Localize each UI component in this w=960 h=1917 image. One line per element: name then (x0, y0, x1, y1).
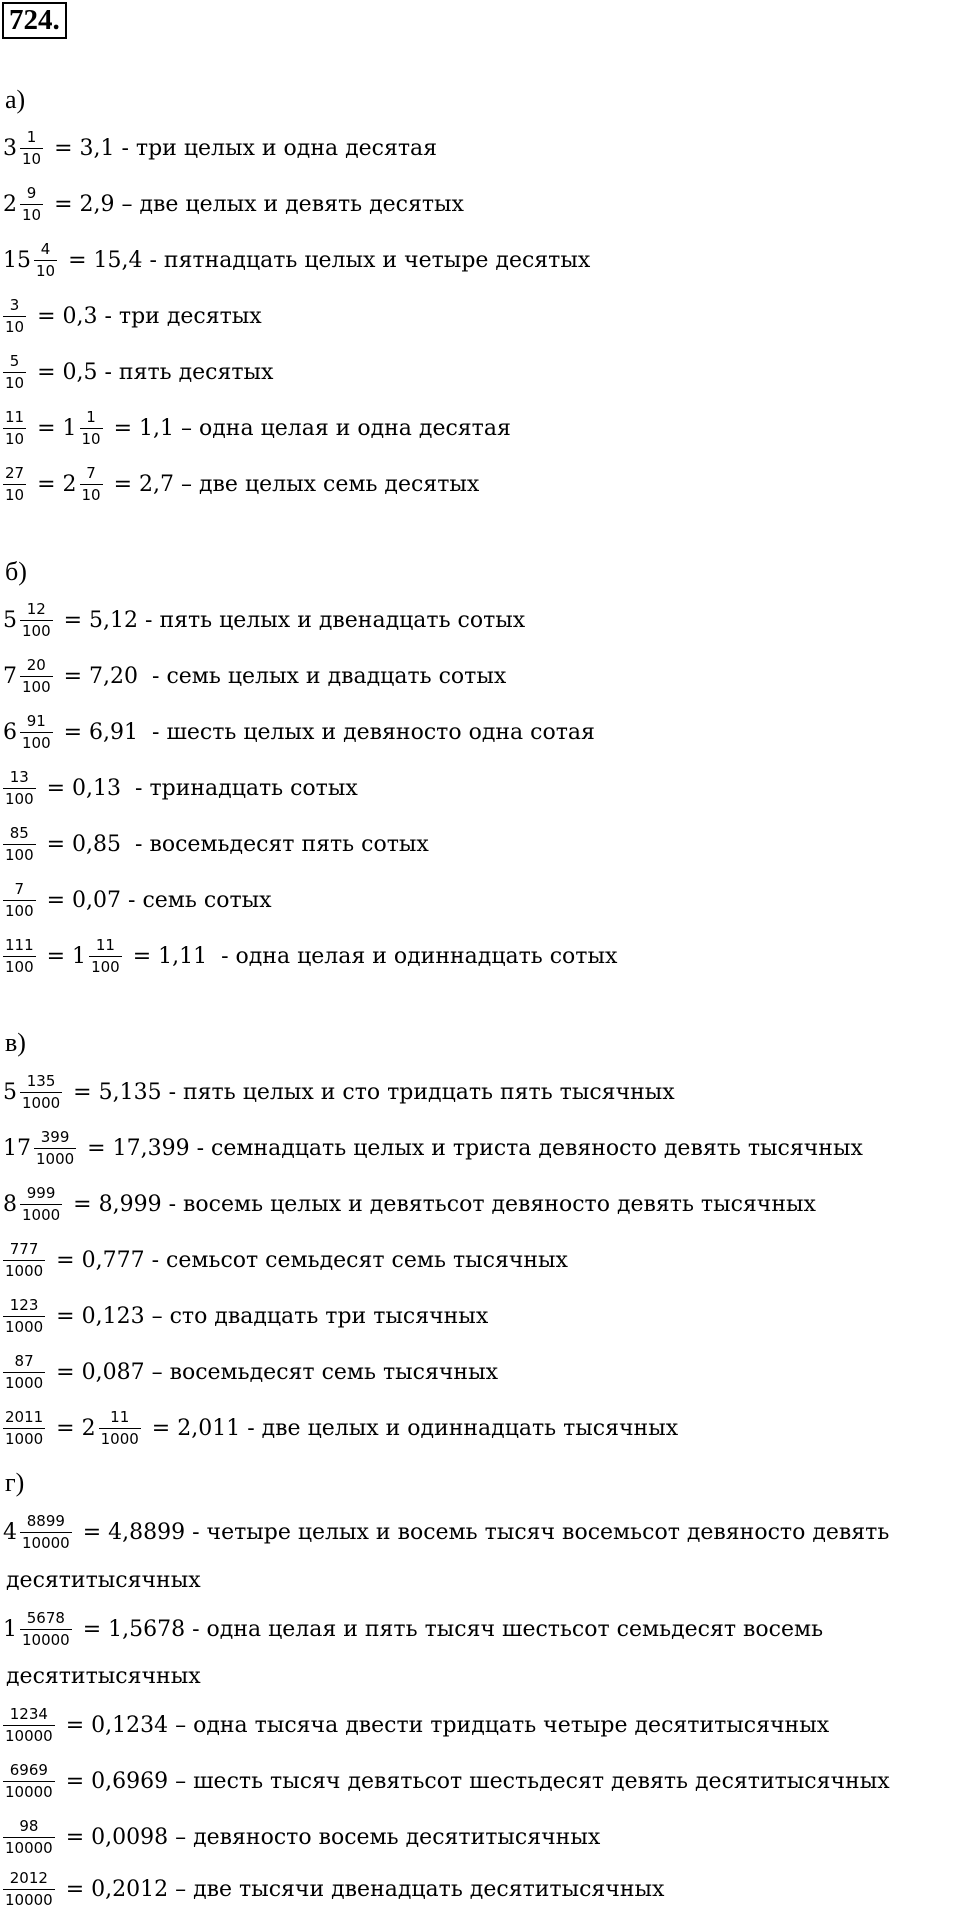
equation-line: $\frac{3}{10}$ = 0,3 - три десятых (5, 295, 262, 336)
equation-line: 1 $\frac{5678}{10000}$ = 1,5678 - одна целая и пять тысяч шестьсот семьдесят восемь (3, 1608, 824, 1649)
equation-line: $\frac{777}{1000}$ = 0,777 - семьсот семьдесят семь тысячных (5, 1239, 568, 1280)
fraction: $\frac{87}{1000}$ (5, 1351, 44, 1392)
fraction: $\frac{111}{100}$ (5, 935, 34, 976)
fraction: $\frac{27}{10}$ (5, 463, 25, 504)
equation-line: $\frac{6969}{10000}$ = 0,6969 – шесть тысяч девятьсот шестьдесят девять десятитысячных (5, 1760, 890, 1801)
fraction: $\frac{1}{10}$ (81, 407, 101, 448)
fraction: $\frac{2011}{1000}$ (5, 1407, 44, 1448)
equation-line: $\frac{27}{10}$ = 2 $\frac{7}{10}$ = 2,7 – две целых семь десятых (5, 463, 480, 504)
fraction: $\frac{85}{100}$ (5, 823, 34, 864)
fraction: $\frac{2012}{10000}$ (5, 1868, 53, 1909)
fraction: $\frac{20}{100}$ (22, 655, 51, 696)
equation-line: $\frac{98}{10000}$ = 0,0098 – девяносто восемь десятитысячных (5, 1816, 601, 1857)
equation-line: $\frac{1234}{10000}$ = 0,1234 – одна тысяча двести тридцать четыре десятитысячных (5, 1704, 830, 1745)
fraction: $\frac{1}{10}$ (22, 127, 42, 168)
fraction: $\frac{135}{1000}$ (22, 1071, 61, 1112)
section-label-a: а) (5, 85, 26, 114)
equation-line: 6 $\frac{91}{100}$ = 6,91 - шесть целых и девяносто одна сотая (3, 711, 595, 752)
equation-line: 15 $\frac{4}{10}$ = 15,4 - пятнадцать целых и четыре десятых (3, 239, 591, 280)
section-label-b: б) (5, 557, 27, 586)
equation-line: 3 $\frac{1}{10}$ = 3,1 - три целых и одна десятая (3, 127, 438, 168)
section-label-v: в) (5, 1028, 26, 1057)
equation-line: 5 $\frac{12}{100}$ = 5,12 - пять целых и двенадцать сотых (3, 599, 526, 640)
fraction: $\frac{999}{1000}$ (22, 1183, 61, 1224)
fraction: $\frac{12}{100}$ (22, 599, 51, 640)
line-continuation: десятитысячных (6, 1568, 201, 1593)
fraction: $\frac{399}{1000}$ (36, 1127, 75, 1168)
fraction: $\frac{5678}{10000}$ (22, 1608, 70, 1649)
equation-line: 7 $\frac{20}{100}$ = 7,20 - семь целых и двадцать сотых (3, 655, 507, 696)
fraction: $\frac{5}{10}$ (5, 351, 25, 392)
equation-line: $\frac{5}{10}$ = 0,5 - пять десятых (5, 351, 274, 392)
equation-line: $\frac{7}{100}$ = 0,07 - семь сотых (5, 879, 272, 920)
fraction: $\frac{777}{1000}$ (5, 1239, 44, 1280)
fraction: $\frac{7}{100}$ (5, 879, 34, 920)
fraction: $\frac{11}{100}$ (91, 935, 120, 976)
section-label-g: г) (5, 1468, 25, 1497)
fraction: $\frac{3}{10}$ (5, 295, 25, 336)
equation-line: 5 $\frac{135}{1000}$ = 5,135 - пять целых и сто тридцать пять тысячных (3, 1071, 675, 1112)
equation-line: $\frac{87}{1000}$ = 0,087 – восемьдесят семь тысячных (5, 1351, 498, 1392)
equation-line: 17 $\frac{399}{1000}$ = 17,399 - семнадцать целых и триста девяносто девять тысячных (3, 1127, 863, 1168)
equation-line: $\frac{85}{100}$ = 0,85 - восемьдесят пять сотых (5, 823, 429, 864)
line-continuation: десятитысячных (6, 1664, 201, 1689)
fraction: $\frac{91}{100}$ (22, 711, 51, 752)
fraction: $\frac{123}{1000}$ (5, 1295, 44, 1336)
equation-line: 8 $\frac{999}{1000}$ = 8,999 - восемь целых и девятьсот девяносто девять тысячных (3, 1183, 816, 1224)
equation-line: $\frac{2011}{1000}$ = 2 $\frac{11}{1000}$ = 2,011 - две целых и одиннадцать тысячных (5, 1407, 679, 1448)
fraction: $\frac{8899}{10000}$ (22, 1511, 70, 1552)
fraction: $\frac{4}{10}$ (36, 239, 56, 280)
fraction: $\frac{9}{10}$ (22, 183, 42, 224)
equation-line: 2 $\frac{9}{10}$ = 2,9 – две целых и девять десятых (3, 183, 464, 224)
fraction: $\frac{13}{100}$ (5, 767, 34, 808)
fraction: $\frac{11}{10}$ (5, 407, 25, 448)
fraction: $\frac{98}{10000}$ (5, 1816, 53, 1857)
equation-line: $\frac{11}{10}$ = 1 $\frac{1}{10}$ = 1,1 – одна целая и одна десятая (5, 407, 511, 448)
fraction: $\frac{7}{10}$ (81, 463, 101, 504)
equation-line: $\frac{111}{100}$ = 1 $\frac{11}{100}$ = 1,11 - одна целая и одиннадцать сотых (5, 935, 618, 976)
fraction: $\frac{11}{1000}$ (100, 1407, 139, 1448)
task-number: 724. (2, 2, 67, 39)
equation-line: 4 $\frac{8899}{10000}$ = 4,8899 - четыре целых и восемь тысяч восемьсот девяносто девять (3, 1511, 890, 1552)
equation-line: $\frac{13}{100}$ = 0,13 - тринадцать сотых (5, 767, 358, 808)
fraction: $\frac{6969}{10000}$ (5, 1760, 53, 1801)
equation-line: $\frac{2012}{10000}$ = 0,2012 – две тысячи двенадцать десятитысячных (5, 1868, 665, 1909)
equation-line: $\frac{123}{1000}$ = 0,123 – сто двадцать три тысячных (5, 1295, 489, 1336)
fraction: $\frac{1234}{10000}$ (5, 1704, 53, 1745)
